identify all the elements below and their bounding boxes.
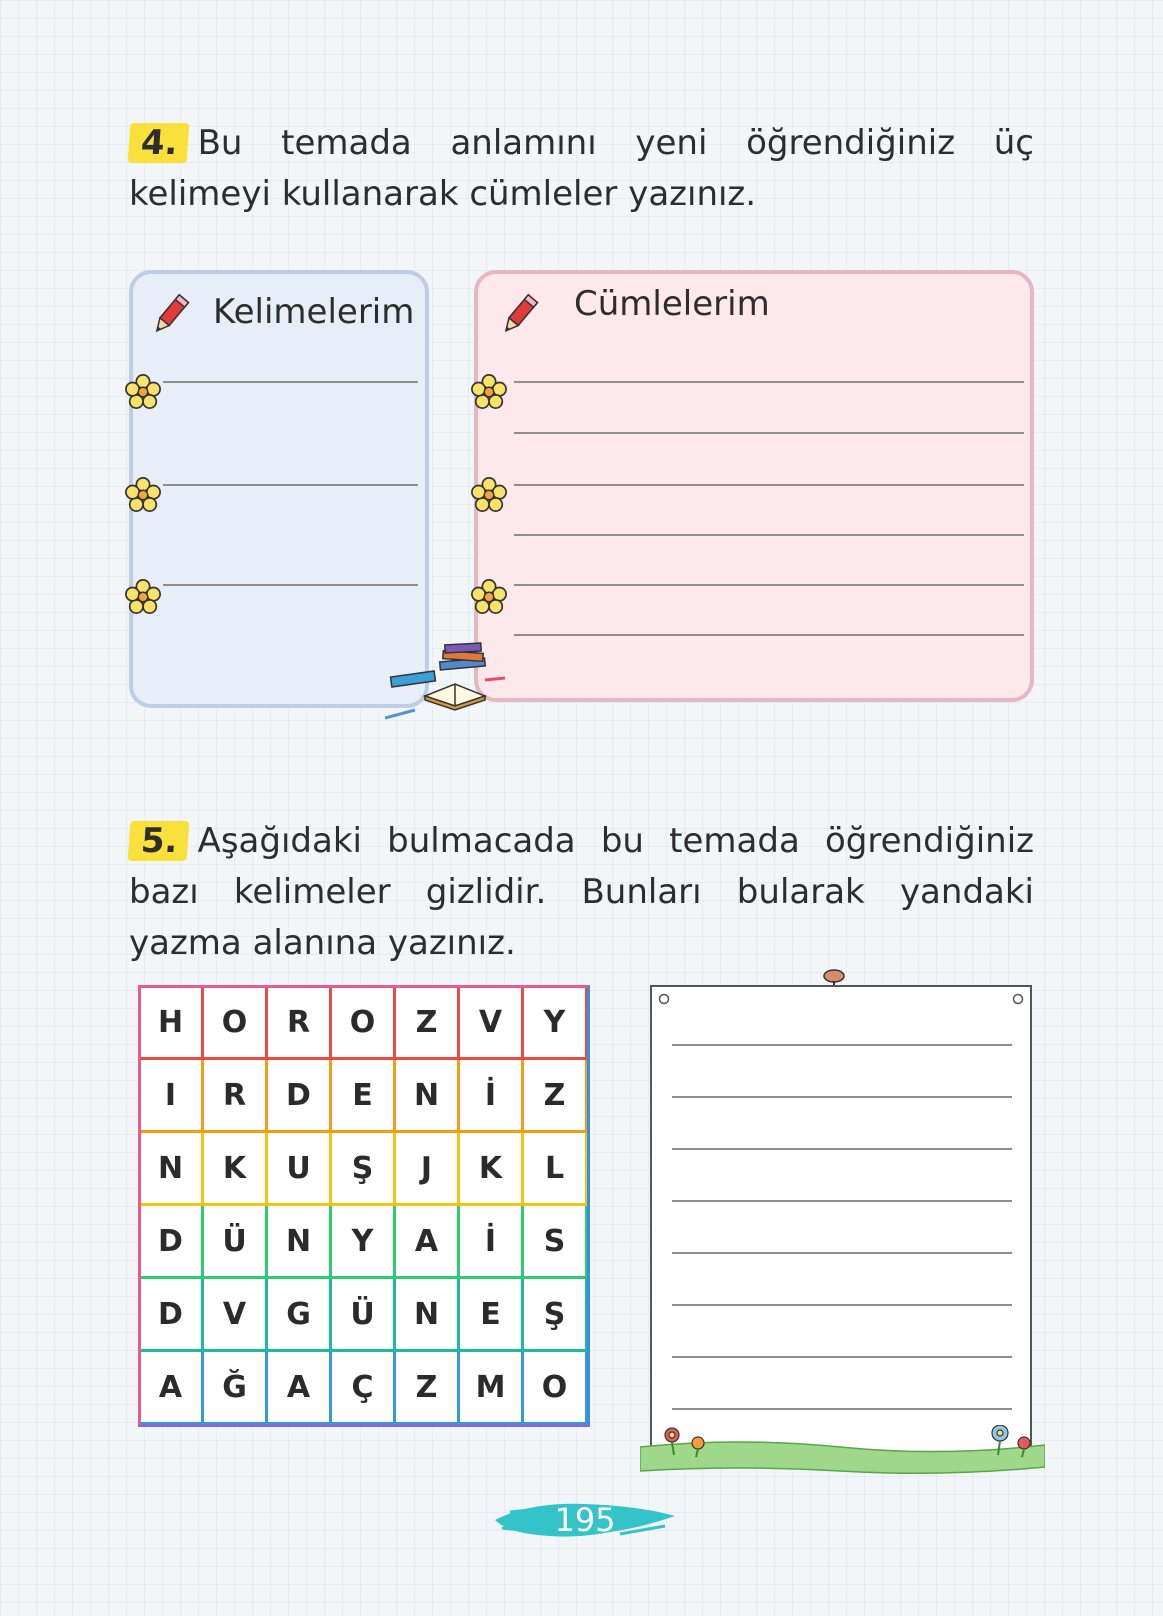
grid-cell[interactable]: M	[460, 1352, 524, 1425]
grid-cell[interactable]: A	[140, 1352, 204, 1425]
writing-area[interactable]	[650, 985, 1032, 1455]
sentence-line-1[interactable]	[514, 381, 1024, 383]
grid-cell[interactable]: İ	[460, 1060, 524, 1133]
grid-cell[interactable]: K	[204, 1133, 268, 1206]
grid-cell[interactable]: D	[140, 1279, 204, 1352]
sentences-box-title: Cümlelerim	[574, 284, 770, 324]
grid-cell[interactable]: Ğ	[204, 1352, 268, 1425]
grid-cell[interactable]: L	[524, 1133, 588, 1206]
grid-cell[interactable]: R	[268, 987, 332, 1060]
flower-icon	[124, 578, 162, 616]
grid-cell[interactable]: O	[332, 987, 396, 1060]
grid-cell[interactable]: K	[460, 1133, 524, 1206]
grid-cell[interactable]: A	[268, 1352, 332, 1425]
sentence-line-4[interactable]	[514, 534, 1024, 536]
sentence-line-6[interactable]	[514, 634, 1024, 636]
grid-cell[interactable]: O	[524, 1352, 588, 1425]
word-line-1[interactable]	[163, 381, 418, 383]
grid-cell[interactable]: N	[396, 1279, 460, 1352]
flower-icon	[124, 476, 162, 514]
question-5	[129, 816, 1034, 969]
page-number-badge	[490, 1490, 680, 1550]
writing-line-7[interactable]	[672, 1356, 1012, 1358]
grid-cell[interactable]: Ç	[332, 1352, 396, 1425]
grid-cell[interactable]: Z	[524, 1060, 588, 1133]
grid-cell[interactable]: R	[204, 1060, 268, 1133]
grid-cell[interactable]: E	[332, 1060, 396, 1133]
grid-cell[interactable]: Ş	[524, 1279, 588, 1352]
grid-cell[interactable]: N	[268, 1206, 332, 1279]
writing-line-2[interactable]	[672, 1096, 1012, 1098]
sentences-box	[474, 270, 1034, 702]
grid-cell[interactable]: N	[396, 1060, 460, 1133]
flower-icon	[470, 373, 508, 411]
writing-line-3[interactable]	[672, 1148, 1012, 1150]
sentence-line-5[interactable]	[514, 584, 1024, 586]
writing-line-6[interactable]	[672, 1304, 1012, 1306]
grid-cell[interactable]: U	[268, 1133, 332, 1206]
question-5-text: Aşağıdaki bulmacada bu temada öğrendiğiniz bazı kelimeler gizlidir. Bunları bularak yandaki yazma alanına yazınız.	[129, 821, 1034, 963]
hole-icon	[1012, 993, 1024, 1005]
grid-cell[interactable]: Y	[332, 1206, 396, 1279]
grid-cell[interactable]: N	[140, 1133, 204, 1206]
writing-line-8[interactable]	[672, 1408, 1012, 1410]
grid-cell[interactable]: Y	[524, 987, 588, 1060]
sentence-line-3[interactable]	[514, 484, 1024, 486]
page-number: 195	[554, 1501, 616, 1539]
hole-icon	[658, 993, 670, 1005]
flower-icon	[470, 578, 508, 616]
grid-cell[interactable]: Ü	[204, 1206, 268, 1279]
grid-cell[interactable]: I	[140, 1060, 204, 1133]
grid-cell[interactable]: V	[204, 1279, 268, 1352]
pencil-icon	[496, 290, 544, 338]
word-search-grid	[140, 987, 588, 1425]
grid-cell[interactable]: H	[140, 987, 204, 1060]
books-illustration	[385, 640, 515, 720]
question-5-number: 5.	[128, 821, 189, 861]
question-4-text: Bu temada anlamını yeni öğrendiğiniz üç kelimeyi kullanarak cümleler yazınız.	[129, 123, 1034, 214]
writing-line-5[interactable]	[672, 1252, 1012, 1254]
grid-cell[interactable]: D	[140, 1206, 204, 1279]
sentence-line-2[interactable]	[514, 432, 1024, 434]
writing-line-4[interactable]	[672, 1200, 1012, 1202]
grid-cell[interactable]: G	[268, 1279, 332, 1352]
grid-cell[interactable]: İ	[460, 1206, 524, 1279]
grid-cell[interactable]: E	[460, 1279, 524, 1352]
grid-cell[interactable]: Z	[396, 1352, 460, 1425]
grid-cell[interactable]: D	[268, 1060, 332, 1133]
flower-icon	[470, 476, 508, 514]
grid-cell[interactable]: Ü	[332, 1279, 396, 1352]
word-line-3[interactable]	[163, 584, 418, 586]
question-4	[129, 118, 1034, 220]
grid-cell[interactable]: J	[396, 1133, 460, 1206]
grid-cell[interactable]: Z	[396, 987, 460, 1060]
words-box-title: Kelimelerim	[213, 292, 415, 332]
grid-cell[interactable]: O	[204, 987, 268, 1060]
grid-cell[interactable]: Ş	[332, 1133, 396, 1206]
grass-illustration	[640, 1425, 1045, 1485]
pencil-icon	[147, 290, 195, 338]
words-box	[129, 270, 429, 708]
grid-cell[interactable]: V	[460, 987, 524, 1060]
grid-cell[interactable]: S	[524, 1206, 588, 1279]
grid-cell[interactable]: A	[396, 1206, 460, 1279]
writing-line-1[interactable]	[672, 1044, 1012, 1046]
word-line-2[interactable]	[163, 484, 418, 486]
question-4-number: 4.	[128, 123, 189, 163]
flower-icon	[124, 373, 162, 411]
